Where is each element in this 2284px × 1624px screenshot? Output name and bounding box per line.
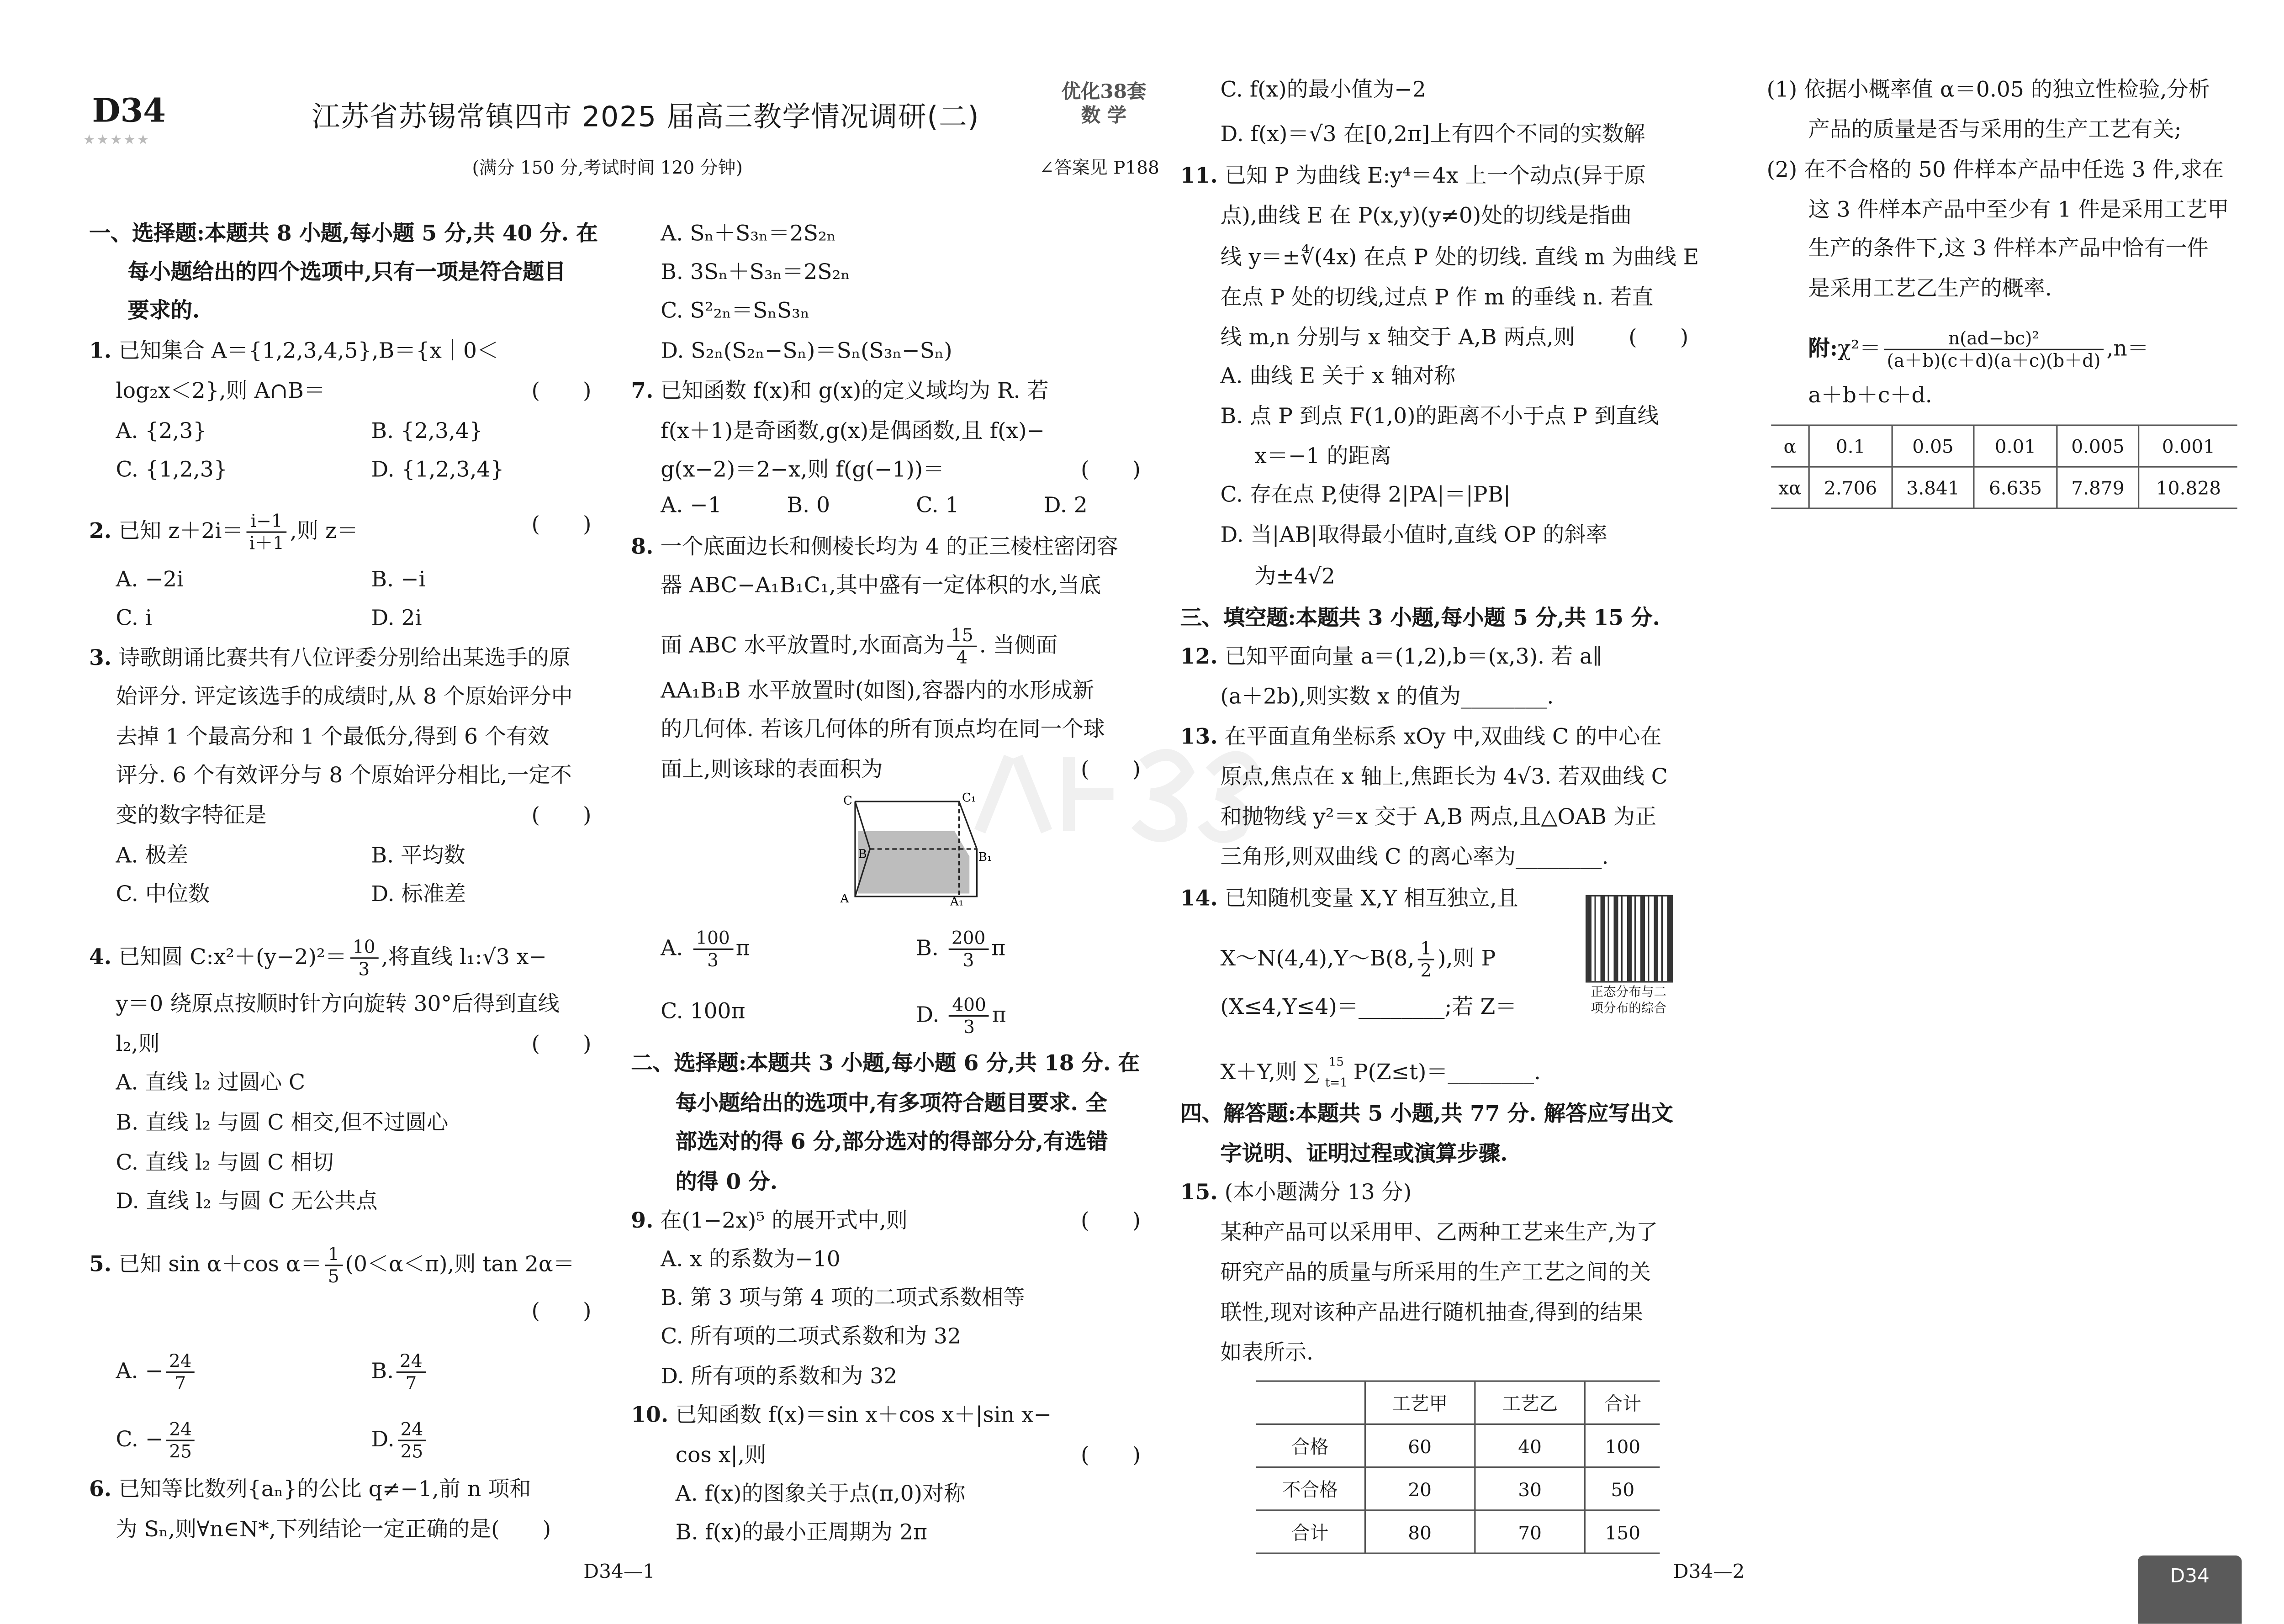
option-label: A. − [116, 1360, 163, 1384]
section-1-heading: 要求的. [127, 298, 200, 324]
table-cell: 30 [1475, 1467, 1585, 1510]
question-8 [631, 533, 1118, 563]
question-number: 10. [631, 1403, 669, 1428]
denominator: 7 [405, 1373, 417, 1394]
subject-label: 数 学 [1081, 105, 1127, 128]
numerator: 400 [949, 995, 989, 1017]
table-cell: 3.841 [1892, 467, 1974, 508]
question-text: 线 m,n 分别与 x 轴交于 A,B 两点,则 [1220, 327, 1575, 350]
vertex-label: C [843, 794, 852, 808]
fraction [1417, 938, 1435, 981]
option-b: B. {2,3,4} [371, 420, 483, 444]
table-cell: 合格 [1256, 1424, 1365, 1467]
question-15 [1180, 1179, 1412, 1208]
option-a: A. f(x)的图象关于点(π,0)对称 [675, 1482, 966, 1507]
question-text: ,则 z＝ [290, 520, 358, 544]
option-c: C. 1 [916, 494, 959, 518]
vertex-label: B₁ [978, 850, 992, 865]
option-label: A. [661, 937, 683, 961]
question-text [1221, 938, 1496, 981]
answer-blank: ( ) [531, 1033, 592, 1057]
part-text: 是采用工艺乙生产的概率. [1808, 277, 2052, 301]
table-cell: 50 [1585, 1467, 1660, 1510]
option-text: x＝−1 的距离 [1254, 445, 1391, 469]
option-c [116, 1419, 198, 1462]
option-c: C. {1,2,3} [116, 459, 227, 483]
denominator: 3 [962, 950, 974, 971]
qr-caption: 项分布的综合 [1591, 1002, 1667, 1017]
question-text: 已知函数 f(x)和 g(x)的定义域均为 R. 若 [660, 380, 1049, 404]
fraction [948, 625, 977, 668]
answer-blank: ( ) [531, 804, 592, 828]
numerator: 24 [166, 1351, 195, 1373]
option-a [116, 1351, 198, 1394]
question-text: 原点,焦点在 x 轴上,焦距长为 4√3. 若双曲线 C [1220, 766, 1668, 790]
part-text: 产品的质量是否与采用的生产工艺有关; [1808, 119, 2182, 142]
fraction [693, 928, 733, 970]
question-number: 12. [1180, 644, 1218, 670]
appendix-label: 附: [1808, 336, 1838, 362]
option-d [916, 995, 1006, 1038]
question-text: 器 ABC−A₁B₁C₁,其中盛有一定体积的水,当底 [661, 574, 1101, 598]
option-a: A. Sₙ＋S₃ₙ＝2S₂ₙ [661, 222, 836, 247]
part-1: (1) 依据小概率值 α＝0.05 的独立性检验,分析 [1766, 79, 2210, 103]
question-text: 已知集合 A＝{1,2,3,4,5},B＝{x｜0＜ [118, 340, 499, 364]
option-label: B. [371, 1360, 394, 1384]
question-9 [631, 1207, 908, 1236]
fraction [166, 1351, 195, 1394]
fraction [397, 1351, 426, 1394]
question-text: 点),曲线 E 在 P(x,y)(y≠0)处的切线是指曲 [1220, 205, 1632, 229]
table-header: 合计 [1585, 1381, 1660, 1424]
numerator: 15 [948, 625, 977, 647]
option-c: C. f(x)的最小值为−2 [1220, 79, 1426, 103]
question-number: 5. [89, 1252, 112, 1277]
numerator: 24 [397, 1419, 426, 1441]
question-text: (a＋2b),则实数 x 的值为________. [1220, 685, 1554, 710]
option-d: D. f(x)＝√3 在[0,2π]上有四个不同的实数解 [1220, 123, 1645, 147]
answer-blank: ( ) [1081, 1209, 1141, 1234]
question-text: 在(1−2x)⁵ 的展开式中,则 [660, 1209, 908, 1234]
question-text: (本小题满分 13 分) [1224, 1181, 1412, 1205]
table-cell: 20 [1365, 1467, 1475, 1510]
question-text: 三角形,则双曲线 C 的离心率为________. [1220, 846, 1609, 870]
summation-limits [1322, 1052, 1350, 1094]
numerator: 1 [1417, 938, 1435, 960]
qr-caption: 正态分布与二 [1591, 986, 1667, 1001]
denominator: i＋1 [249, 533, 284, 554]
table-cell: 100 [1585, 1424, 1660, 1467]
option-c: C. 100π [661, 1000, 745, 1024]
question-6 [89, 1476, 531, 1505]
question-4 [89, 937, 547, 980]
denominator: 7 [174, 1373, 186, 1394]
option-b: B. 点 P 到点 F(1,0)的距离不小于点 P 到直线 [1220, 405, 1659, 429]
question-text: 已知等比数列{aₙ}的公比 q≠−1,前 n 项和 [118, 1478, 531, 1502]
formula-text: a＋b＋c＋d. [1808, 384, 1932, 408]
water-region [858, 831, 970, 894]
table-cell: 6.635 [1974, 467, 2057, 508]
question-text: 评分. 6 个有效评分与 8 个原始评分相比,一定不 [116, 764, 572, 788]
quality-table [1256, 1381, 1660, 1554]
answer-ref-text: 答案见 P188 [1054, 157, 1159, 178]
answer-reference [1039, 154, 1159, 179]
numerator: i−1 [246, 511, 287, 533]
table-cell: 10.828 [2139, 467, 2237, 508]
option-d: D. S₂ₙ(S₂ₙ−Sₙ)＝Sₙ(S₃ₙ−Sₙ) [661, 340, 952, 364]
question-text: (0＜α＜π),则 tan 2α＝ [345, 1253, 575, 1277]
option-b: B. 0 [787, 494, 830, 518]
page-title: 江苏省苏锡常镇四市 2025 届高三教学情况调研(二) [312, 101, 980, 134]
table-cell: 0.01 [1974, 425, 2057, 467]
table-cell: 70 [1475, 1510, 1585, 1553]
answer-blank: ( ) [1081, 1444, 1141, 1468]
option-d: D. 当|AB|取得最小值时,直线 OP 的斜率 [1220, 524, 1607, 548]
option-c: C. 直线 l₂ 与圆 C 相切 [116, 1152, 334, 1176]
question-text: 在平面直角坐标系 xOy 中,双曲线 C 的中心在 [1224, 726, 1662, 750]
question-text: X～N(4,4),Y～B(8, [1220, 948, 1415, 972]
option-b: B. f(x)的最小正周期为 2π [675, 1521, 927, 1545]
section-1-heading: 一、选择题:本题共 8 小题,每小题 5 分,共 40 分. 在 [89, 221, 598, 247]
question-1 [89, 337, 498, 367]
question-7 [631, 377, 1048, 407]
denominator: 25 [400, 1441, 423, 1462]
question-number: 14. [1180, 886, 1218, 912]
pi-symbol: π [735, 937, 750, 961]
question-text: 研究产品的质量与所采用的生产工艺之间的关 [1220, 1261, 1651, 1286]
section-2-heading: 的得 0 分. [675, 1170, 778, 1195]
option-a: A. −1 [661, 494, 722, 518]
table-cell: 0.05 [1892, 425, 1974, 467]
table-row [1256, 1467, 1660, 1510]
formula-text: χ²＝ [1838, 337, 1881, 362]
question-text: 已知平面向量 a＝(1,2),b＝(x,3). 若 a∥ [1224, 645, 1602, 670]
option-b: B. 第 3 项与第 4 项的二项式系数相等 [661, 1287, 1025, 1311]
question-text: 为 Sₙ,则∀n∈N*,下列结论一定正确的是( ) [116, 1518, 551, 1542]
section-1-heading: 每小题给出的四个选项中,只有一项是符合题目 [127, 259, 566, 285]
table-header: 工艺甲 [1365, 1381, 1475, 1424]
table-cell: 7.879 [2057, 467, 2139, 508]
question-14 [1180, 885, 1518, 914]
formula [1808, 328, 2149, 371]
question-number: 15. [1180, 1180, 1218, 1205]
pi-symbol: π [992, 1004, 1006, 1028]
question-text: 联性,现对该种产品进行随机抽查,得到的结果 [1220, 1302, 1643, 1326]
question-text: X＋Y,则 ∑ [1220, 1061, 1319, 1085]
question-text: 已知圆 C:x²＋(y−2)²＝ [118, 946, 347, 970]
denominator: (a＋b)(c＋d)(a＋c)(b＋d) [1887, 350, 2101, 371]
table-cell: 40 [1475, 1424, 1585, 1467]
question-number: 1. [89, 338, 112, 364]
question-number: 13. [1180, 724, 1218, 750]
denominator: 25 [169, 1441, 192, 1462]
question-number: 4. [89, 944, 112, 970]
option-c: C. 中位数 [116, 883, 210, 907]
fraction [397, 1419, 426, 1462]
numerator: 24 [397, 1351, 426, 1373]
vertex-label: C₁ [962, 791, 976, 805]
option-d: D. 2i [371, 607, 422, 631]
answer-blank: ( ) [1081, 459, 1141, 483]
option-b: B. 平均数 [371, 844, 465, 869]
fraction [166, 1419, 195, 1462]
vertex-label: A [840, 892, 849, 906]
table-header: 工艺乙 [1475, 1381, 1585, 1424]
question-text: 面上,则该球的表面积为 [661, 758, 883, 782]
page-footer-left: D34—1 [583, 1561, 656, 1584]
denominator: 4 [956, 647, 968, 668]
section-4-heading: 四、解答题:本题共 5 小题,共 77 分. 解答应写出文 [1180, 1101, 1673, 1127]
option-a: A. 直线 l₂ 过圆心 C [116, 1071, 306, 1096]
table-row [1771, 467, 2237, 508]
option-a: A. 曲线 E 关于 x 轴对称 [1220, 365, 1456, 389]
option-c: C. 存在点 P,使得 2|PA|＝|PB| [1220, 484, 1511, 508]
numerator: n(ad−bc)² [1884, 328, 2104, 350]
question-number: 9. [631, 1208, 654, 1234]
question-3 [89, 644, 571, 674]
answer-blank: ( ) [531, 1300, 592, 1324]
prism-figure [829, 790, 992, 906]
option-label: D. [916, 1004, 940, 1028]
question-text: 和抛物线 y²＝x 交于 A,B 两点,且△OAB 为正 [1220, 806, 1657, 830]
question-text: 面 ABC 水平放置时,水面高为 [661, 634, 945, 659]
table-header-row [1256, 1381, 1660, 1424]
question-text: 已知随机变量 X,Y 相互独立,且 [1224, 887, 1518, 912]
numerator: 10 [349, 937, 378, 959]
option-d: D. 直线 l₂ 与圆 C 无公共点 [116, 1190, 378, 1214]
vertex-label: A₁ [950, 895, 964, 906]
question-number: 11. [1180, 163, 1218, 189]
question-text: 某种产品可以采用甲、乙两种工艺来生产,为了 [1220, 1221, 1658, 1245]
table-cell: 0.1 [1809, 425, 1892, 467]
formula-text: ,n＝ [2106, 337, 2149, 362]
question-number: 2. [89, 518, 112, 544]
option-b [371, 1351, 428, 1394]
upper-limit: 15 [1328, 1055, 1344, 1069]
question-text: 已知 P 为曲线 E:y⁴＝4x 上一个动点(异于原 [1224, 164, 1646, 189]
option-a [661, 928, 750, 970]
question-text [1221, 1052, 1541, 1094]
logo [1062, 82, 1147, 129]
page-footer-right: D34—2 [1673, 1561, 1745, 1584]
question-text [661, 625, 1057, 668]
question-number: 3. [89, 645, 112, 671]
option-a: A. −2i [116, 568, 184, 592]
option-b [916, 928, 1005, 970]
table-cell: 不合格 [1256, 1467, 1365, 1510]
question-5 [89, 1244, 575, 1287]
option-label: C. − [116, 1429, 164, 1453]
denominator: 5 [328, 1266, 339, 1287]
section-2-heading: 每小题给出的选项中,有多项符合题目要求. 全 [675, 1091, 1107, 1116]
table-cell: 60 [1365, 1424, 1475, 1467]
table-cell: 合计 [1256, 1510, 1365, 1553]
question-text: 已知 z＋2i＝ [118, 520, 243, 544]
part-text: 生产的条件下,这 3 件样本产品中恰有一件 [1808, 237, 2209, 261]
fraction [349, 937, 378, 980]
qr-code[interactable] [1586, 895, 1673, 983]
option-b: B. 直线 l₂ 与圆 C 相交,但不过圆心 [116, 1112, 449, 1136]
table-cell: 0.005 [2057, 425, 2139, 467]
option-a: A. 极差 [116, 844, 188, 869]
table-row [1256, 1424, 1660, 1467]
option-c: C. S²₂ₙ＝SₙS₃ₙ [661, 300, 810, 324]
table-row [1771, 425, 2237, 467]
option-text: 为±4√2 [1254, 565, 1335, 590]
question-text: 如表所示. [1220, 1342, 1313, 1366]
option-b: B. −i [371, 568, 426, 592]
question-text: 变的数字特征是 [116, 804, 267, 828]
question-text: log₂x＜2},则 A∩B＝ [116, 380, 326, 404]
paper-code: D34 [92, 92, 166, 131]
stars-decoration: ★★★★★ [83, 133, 151, 148]
question-text: 一个底面边长和侧棱长均为 4 的正三棱柱密闭容 [660, 536, 1118, 560]
option-d [371, 1419, 429, 1462]
option-label: D. [371, 1429, 395, 1453]
denominator: 3 [707, 950, 719, 971]
fraction [949, 995, 989, 1038]
question-text: 始评分. 评定该选手的成绩时,从 8 个原始评分中 [116, 685, 573, 710]
question-text: AA₁B₁B 水平放置时(如图),容器内的水形成新 [661, 680, 1094, 704]
question-text: 已知函数 f(x)＝sin x＋cos x＋|sin x− [675, 1404, 1052, 1428]
option-c: C. i [116, 607, 152, 631]
answer-blank: ( ) [1081, 758, 1141, 782]
numerator: 200 [948, 928, 988, 950]
question-number: 8. [631, 534, 654, 560]
vertex-label: B [858, 847, 867, 861]
question-text: ,将直线 l₁:√3 x− [381, 946, 547, 970]
answer-blank: ( ) [531, 380, 592, 404]
fraction [948, 928, 988, 970]
exam-info: (满分 150 分,考试时间 120 分钟) [472, 157, 743, 178]
part-text: 这 3 件样本产品中至少有 1 件是采用工艺甲 [1808, 199, 2229, 223]
question-2 [89, 511, 358, 554]
denominator: 2 [1420, 960, 1432, 981]
option-c: C. 所有项的二项式系数和为 32 [661, 1325, 961, 1350]
section-2-heading: 二、选择题:本题共 3 小题,每小题 6 分,共 18 分. 在 [631, 1051, 1140, 1076]
question-number: 7. [631, 378, 654, 404]
option-a: A. {2,3} [116, 420, 207, 444]
section-4-heading: 字说明、证明过程或演算步骤. [1220, 1141, 1508, 1167]
option-d: D. 2 [1043, 494, 1088, 518]
question-text: . 当侧面 [979, 634, 1058, 659]
question-text: 去掉 1 个最高分和 1 个最低分,得到 6 个有效 [116, 726, 550, 750]
option-d: D. 标准差 [371, 883, 466, 907]
fraction [325, 1244, 342, 1287]
logo-text: 优化38套 [1061, 81, 1147, 104]
pencil-icon: ∠ [1039, 157, 1054, 178]
question-text: l₂,则 [116, 1033, 160, 1057]
denominator: 3 [963, 1017, 975, 1038]
question-text: P(Z≤t)＝________. [1353, 1061, 1541, 1085]
numerator: 24 [166, 1419, 195, 1441]
option-d: D. 所有项的系数和为 32 [661, 1366, 898, 1389]
table-cell: 80 [1365, 1510, 1475, 1553]
page-tab[interactable]: D34 [2138, 1555, 2242, 1624]
table-cell: 2.706 [1809, 467, 1892, 508]
answer-blank: ( ) [531, 513, 592, 538]
question-text: 的几何体. 若该几何体的所有顶点均在同一个球 [661, 718, 1105, 742]
section-3-heading: 三、填空题:本题共 3 小题,每小题 5 分,共 15 分. [1180, 606, 1660, 631]
critical-value-table [1771, 425, 2237, 509]
question-text: 已知 sin α＋cos α＝ [118, 1253, 322, 1277]
table-cell: 0.001 [2139, 425, 2237, 467]
fraction [246, 511, 287, 554]
pi-symbol: π [991, 937, 1006, 961]
question-text: g(x−2)＝2−x,则 f(g(−1))＝ [661, 459, 945, 483]
numerator: 100 [693, 928, 733, 950]
question-number: 6. [89, 1476, 112, 1502]
table-row [1256, 1510, 1660, 1553]
question-text: cos x|,则 [675, 1444, 767, 1468]
question-text: 线 y＝±∜(4x) 在点 P 处的切线. 直线 m 为曲线 E [1220, 246, 1699, 270]
table-cell: 150 [1585, 1510, 1660, 1553]
question-11 [1180, 162, 1646, 191]
question-12 [1180, 643, 1602, 672]
question-text: y＝0 绕原点按顺时针方向旋转 30°后得到直线 [116, 993, 560, 1017]
question-text: f(x＋1)是奇函数,g(x)是偶函数,且 f(x)− [661, 420, 1045, 444]
question-text: 诗歌朗诵比赛共有八位评委分别给出某选手的原 [118, 647, 571, 671]
question-text: ),则 P [1438, 948, 1496, 972]
table-cell [1256, 1381, 1365, 1424]
question-10 [631, 1401, 1052, 1431]
numerator: 1 [325, 1244, 342, 1266]
part-2: (2) 在不合格的 50 件样本产品中任选 3 件,求在 [1766, 158, 2224, 183]
question-text: 在点 P 处的切线,过点 P 作 m 的垂线 n. 若直 [1220, 286, 1654, 311]
answer-blank: ( ) [1628, 327, 1689, 350]
table-header: xα [1771, 467, 1809, 508]
table-header: α [1771, 425, 1809, 467]
option-b: B. 3Sₙ＋S₃ₙ＝2S₂ₙ [661, 261, 850, 285]
question-text: (X≤4,Y≤4)＝________;若 Z＝ [1220, 996, 1517, 1020]
fraction [1884, 328, 2104, 371]
option-label: B. [916, 937, 939, 961]
option-a: A. x 的系数为−10 [661, 1248, 841, 1272]
question-13 [1180, 723, 1662, 753]
lower-limit: t=1 [1325, 1076, 1348, 1090]
section-2-heading: 部选对的得 6 分,部分选对的得部分分,有选错 [675, 1129, 1108, 1155]
denominator: 3 [358, 959, 370, 980]
option-d: D. {1,2,3,4} [371, 459, 504, 483]
